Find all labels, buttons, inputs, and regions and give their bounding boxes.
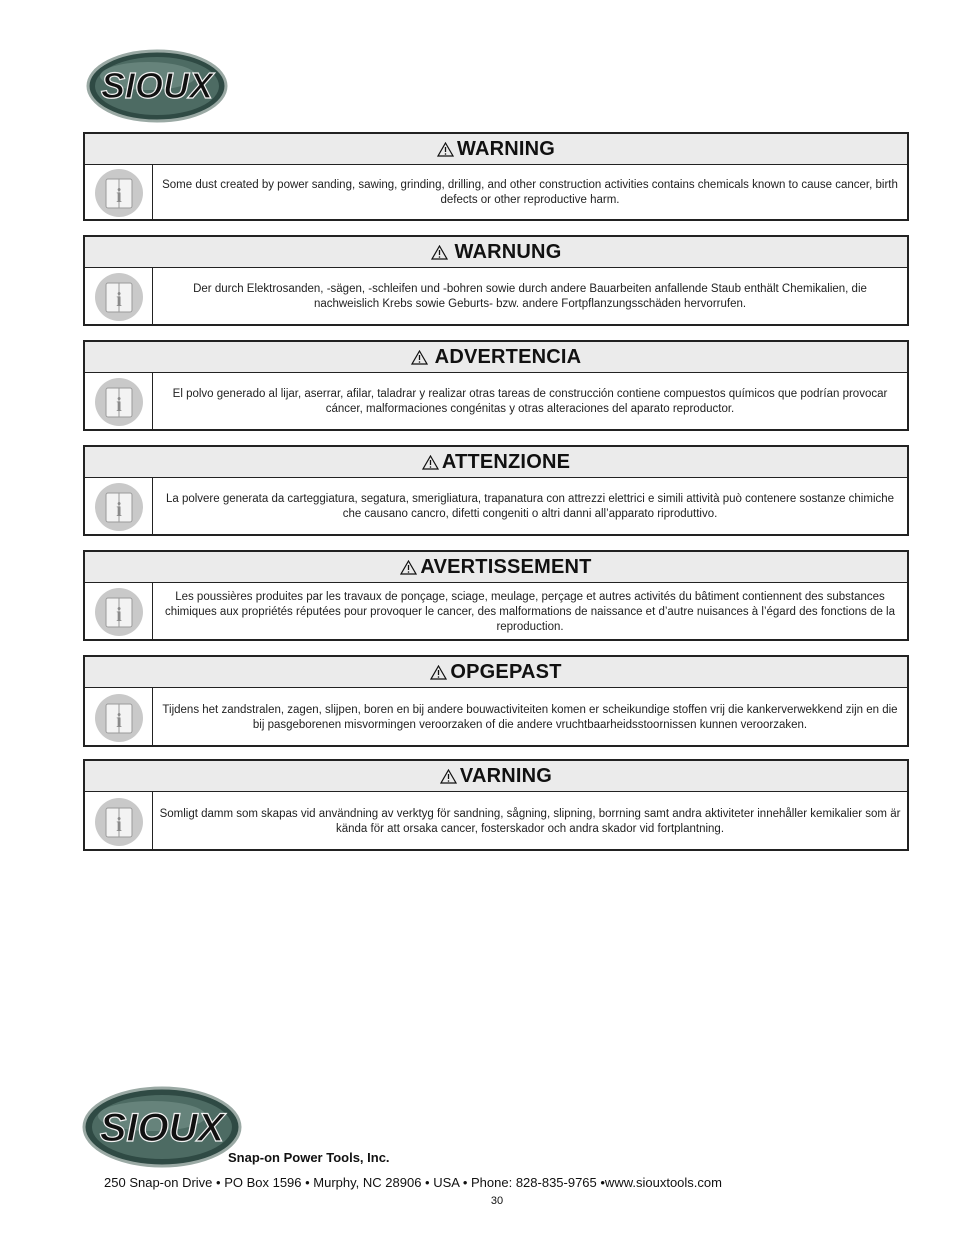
warning-triangle-icon [411, 350, 428, 365]
warning-text: Some dust created by power sanding, sawing, grinding, drilling, and other construction activities contains chemicals known to cause cancer, birth defects or other reproductive harm. [162, 179, 898, 206]
warning-triangle-icon [431, 245, 448, 260]
read-manual-book-icon [94, 797, 144, 847]
svg-text:SIOUX: SIOUX [99, 1106, 225, 1150]
warning-box-es [83, 340, 909, 431]
company-address: 250 Snap-on Drive • PO Box 1596 • Murphy, NC 28906 • USA • Phone: 828-835-9765 •www.siouxtools.com [104, 1175, 722, 1190]
svg-text:i: i [115, 394, 122, 416]
read-manual-book-icon [94, 377, 144, 427]
warning-box-fr [83, 550, 909, 641]
warning-text: La polvere generata da carteggiatura, segatura, smerigliatura, trapanatura con attrezzi elettrici e simili attività può contenere sostanze chimiche che causano cancro, difetti congeniti o altri danni all’apparato riproduttivo. [165, 493, 895, 520]
read-manual-book-icon [94, 272, 144, 322]
warning-title: WARNUNG [454, 240, 562, 263]
sioux-logo [86, 48, 228, 124]
warning-title: WARNING [456, 137, 556, 160]
read-manual-book-icon [94, 168, 144, 218]
svg-text:SIOUX: SIOUX [100, 65, 214, 106]
warning-header [85, 134, 907, 165]
read-manual-book-icon [94, 587, 144, 637]
svg-text:i: i [115, 709, 122, 732]
warning-triangle-icon [437, 142, 454, 157]
svg-text:i: i [115, 185, 122, 207]
warning-title: OPGEPAST [450, 660, 562, 683]
warning-header [85, 761, 907, 792]
page-number: 30 [490, 1195, 504, 1207]
warning-box-it [83, 445, 909, 536]
warning-title: AVERTISSEMENT [420, 555, 592, 578]
warning-text: Tijdens het zandstralen, zagen, slijpen, boren en bij andere bouwactiviteiten komen er scheikundige stoffen vrij die kankerverwekkend zijn en die bij pasgeborenen misvormingen veroorzaken of die andere vruchtbaarheidsstoornissen kunnen veroorzaken. [162, 703, 898, 731]
svg-text:i: i [115, 289, 122, 311]
warning-box-nl [83, 655, 909, 747]
warning-text: El polvo generado al lijar, aserrar, afilar, taladrar y realizar otras tareas de construcción contiene compuestos químicos que podrían provocar cáncer, malformaciones congénitas y otras alteraciones del aparato reproductor. [172, 388, 888, 415]
warning-triangle-icon [400, 560, 417, 575]
warning-text: Somligt damm som skapas vid användning av verktyg för sandning, sågning, slipning, borrning samt andra aktiviteter innehåller kemikalier som är kända för att orsaka cancer, fosterskador och andra skador vid fortplantning. [159, 807, 901, 835]
warning-header [85, 552, 907, 583]
warning-box-de [83, 235, 909, 326]
read-manual-book-icon [94, 482, 144, 532]
warning-text: Les poussières produites par les travaux de ponçage, sciage, meulage, perçage et autres activités du bâtiment contiennent des substances chimiques aux propriétés réputées pour provoquer le cancer, des malformations de naissance et d’autre nuisances à l’égard des fonctions de la reproduction. [164, 590, 896, 633]
warning-text: Der durch Elektrosanden, -sägen, -schleifen und -bohren sowie durch andere Bauarbeiten anfallende Staub enthält Chemikalien, die nachweislich Krebs sowie Geburts- bzw. andere Fortpflanzungsschäden hervorrufen. [193, 283, 867, 310]
warning-triangle-icon [440, 769, 457, 784]
read-manual-book-icon [94, 693, 144, 743]
warning-triangle-icon [430, 665, 447, 680]
svg-text:i: i [115, 499, 122, 521]
sioux-logo-footer [82, 1085, 244, 1169]
svg-text:i: i [115, 604, 122, 626]
warning-box-en [83, 132, 909, 221]
company-name: Snap-on Power Tools, Inc. [228, 1150, 390, 1165]
warning-header [85, 237, 907, 268]
warning-title: ADVERTENCIA [434, 345, 582, 368]
svg-text:i: i [115, 813, 122, 836]
warning-box-sv [83, 759, 909, 851]
warning-title: VARNING [459, 764, 553, 787]
warning-header [85, 657, 907, 688]
warning-header [85, 342, 907, 373]
warning-triangle-icon [422, 455, 439, 470]
warning-header [85, 447, 907, 478]
warning-title: ATTENZIONE [441, 450, 571, 473]
